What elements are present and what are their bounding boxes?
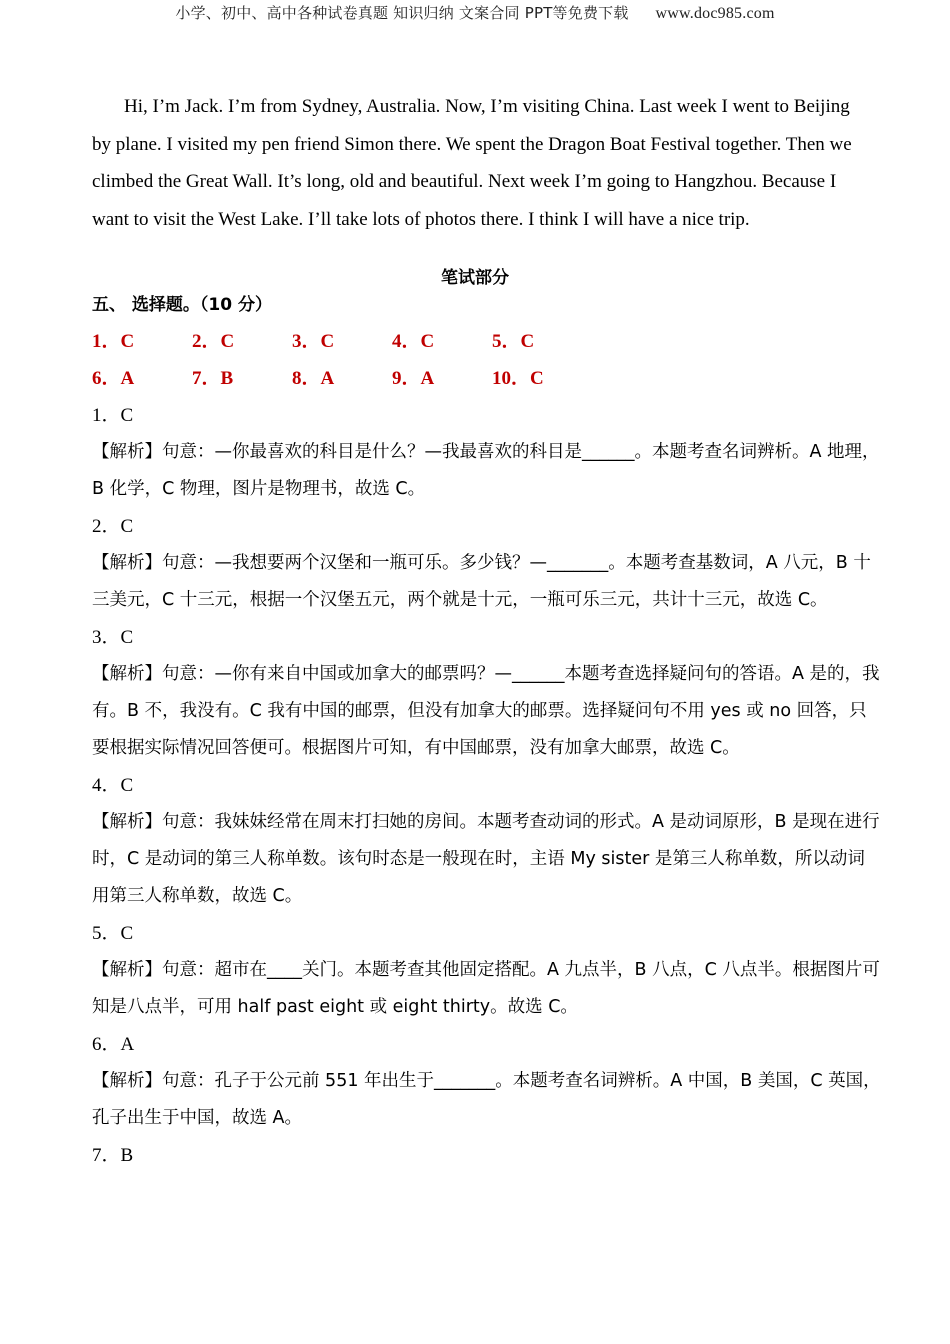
reading-passage [92, 88, 862, 238]
explanation-text: 【解析】句意：超市在____关门。本题考查其他固定搭配。A 九点半，B 八点，C 八点半。根据图片可知是八点半，可用 half past eight 或 eight thirty。故选 C。 [92, 960, 880, 1017]
explanation-item [92, 767, 882, 915]
question-heading: 五、 选择题。（10 分） [92, 295, 272, 315]
answer-key-item: 9．A [392, 368, 435, 389]
explanation-number: 4．C [92, 775, 134, 796]
explanation-text: 【解析】句意：—你有来自中国或加拿大的邮票吗？—______本题考查选择疑问句的答语。A 是的，我有。B 不，我没有。C 我有中国的邮票，但没有加拿大的邮票。选择疑问句不用 yes 或 no 回答，只要根据实际情况回答便可。根据图片可知，有中国邮票，没有加拿大邮票，故选 C。 [92, 664, 880, 758]
answer-key-item: 4．C [392, 331, 435, 352]
page-header [0, 2, 950, 23]
header-url: www.doc985.com [655, 5, 775, 22]
explanation-number: 6．A [92, 1034, 135, 1055]
explanation-item [92, 1137, 882, 1174]
section-title: 笔试部分 [441, 268, 509, 288]
explanation-number: 1．C [92, 405, 134, 426]
explanations [92, 397, 882, 1174]
explanation-number: 2．C [92, 516, 134, 537]
answer-key-item: 1．C [92, 331, 135, 352]
answer-key-item: 10．C [492, 368, 544, 389]
explanation-number: 3．C [92, 627, 134, 648]
answer-key-item: 8．A [292, 368, 335, 389]
header-text: 小学、初中、高中各种试卷真题 知识归纳 文案合同 PPT等免费下载 [175, 4, 629, 22]
explanation-item [92, 508, 882, 619]
explanation-item [92, 397, 882, 508]
explanation-text: 【解析】句意：我妹妹经常在周末打扫她的房间。本题考查动词的形式。A 是动词原形，B 是现在进行时，C 是动词的第三人称单数。该句时态是一般现在时，主语 My sister 是第三人称单数，所以动词用第三人称单数，故选 C。 [92, 812, 880, 906]
explanation-number: 5．C [92, 923, 134, 944]
answer-key-item: 7．B [192, 368, 234, 389]
explanation-text: 【解析】句意：—我想要两个汉堡和一瓶可乐。多少钱？—_______。本题考查基数词，A 八元，B 十三美元，C 十三元，根据一个汉堡五元，两个就是十元，一瓶可乐三元，共计十三元，故选 C。 [92, 553, 871, 610]
explanation-number: 7．B [92, 1145, 134, 1166]
answer-key-item: 3．C [292, 331, 335, 352]
explanation-item [92, 619, 882, 767]
answer-key-item: 2．C [192, 331, 235, 352]
explanation-text: 【解析】句意：孔子于公元前 551 年出生于_______。本题考查名词辨析。A 中国，B 美国，C 英国，孔子出生于中国，故选 A。 [92, 1071, 881, 1128]
explanation-item [92, 1026, 882, 1137]
explanation-item [92, 915, 882, 1026]
answer-key-item: 5．C [492, 331, 535, 352]
answer-key-item: 6．A [92, 368, 135, 389]
passage-text: Hi, I’m Jack. I’m from Sydney, Australia. Now, I’m visiting China. Last week I went to Beijing by plane. I visited my pen friend Simon there. We spent the Dragon Boat Festival together. Then we climbed the Great Wall. It’s long, old and beautiful. Next week I’m going to Hangzhou. Because I want to visit the West Lake. I’ll take lots of photos there. I think I will have a nice trip. [92, 96, 852, 230]
explanation-text: 【解析】句意：—你最喜欢的科目是什么？—我最喜欢的科目是______。本题考查名词辨析。A 地理，B 化学，C 物理，图片是物理书，故选 C。 [92, 442, 880, 499]
